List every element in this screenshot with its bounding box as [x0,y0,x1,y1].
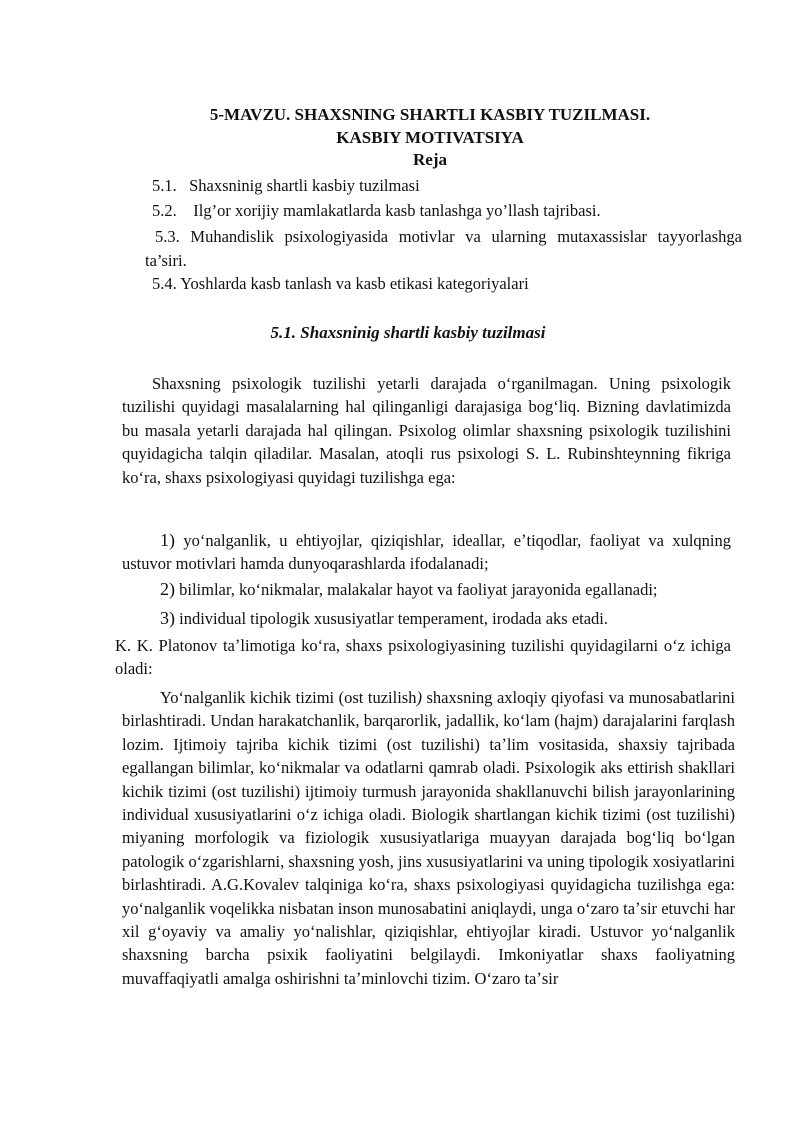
paragraph-intro: Shaxsning psixologik tuzilishi yetarli darajada oʻrganilmagan. Uning psixologik tuzilishi quyidagi masalalarning hal qilinganligi darajasiga bogʻliq. Bizning davlatimizda bu masala yetarli darajada hal qilingan. Psixolog olimlar shaxsning psixologik tuzilishini quyidagicha talqin qiladilar. Masalan, atoqli rus psixologi S. L. Rubinshteynning fikriga koʻra, shaxs psixologiyasi quyidagi tuzilishga ega: [122,374,731,487]
list-item-2-number: 2) [160,579,175,599]
list-item-1 [122,529,731,575]
plan-item-4: 5.4. Yoshlarda kasb tanlash va kasb etikasi kategoriyalari [152,274,529,293]
paragraph-main-italic-paren: ) [416,688,422,707]
list-item-1-number: 1) [160,530,175,550]
list-item-3 [160,607,735,630]
topic-title-line2: KASBIY MOTIVATSIYA [336,128,524,147]
plan-item-3-text: 5.3. Muhandislik psixologiyasida motivlar va ularning mutaxassislar tayyorlashga ta’siri. [145,227,742,270]
paragraph-main-start: Yoʻnalganlik kichik tizimi (ost tuzilish [160,688,417,707]
list-item-1-text: yoʻnalganlik, u ehtiyojlar, qiziqishlar, ideallar, eʼtiqodlar, faoliyat va xulqning ustuvor motivlari hamda dunyoqarashlarda ifodalanadi; [122,531,732,573]
topic-title-line1: 5-MAVZU. SHAXSNING SHARTLI KASBIY TUZILMASI. [209,105,651,124]
paragraph-main-rest: shaxsning axloqiy qiyofasi va munosabatlarini birlashtiradi. Undan harakatchanlik, barqarorlik, jadallik, koʻlam (hajm) darajalarini farqlash lozim. Ijtimoiy tajriba kichik tizimi (ost tuzilishi) taʼlim vositasida, shaxsiy tajribada egallangan bilimlar, koʻnikmalar va odatlarni qamrab oladi. Psixologik aks ettirish shakllari kichik tizimi (ost tuzilishi) ijtimoiy turmush jarayonida shakllanuvchi bilish jarayonlarining individual xususiyatlarini oʻz ichiga oladi. Biologik shartlangan kichik tizimi (ost tuzilishi) miyaning morfologik va fiziologik xususiyatlariga muayyan darajada bogʻliq boʻlgan patologik oʻzgarishlarni, shaxsning yosh, jins xususiyatlarini va uning tipologik xosiyatlarini birlashtiradi. A.G.Kovalev talqiniga koʻra, shaxs psixologiyasi quyidagicha tuzilishga ega: yoʻnalganlik voqelikka nisbatan inson munosabatini aniqlaydi, unga oʻzaro taʼsir etuvchi har xil gʻoyaviy va amaliy yoʻnalishlar, qiziqishlar, ehtiyojlar kiradi. Ustuvor yoʻnalganlik shaxsning barcha psixik faoliyatini belgilaydi. Imkoniyatlar shaxs faoliyatning muvaffaqiyatli amalga oshirishni taʼminlovchi tizim. Oʻzaro taʼsir [122,688,736,988]
plan-item-3 [145,225,742,273]
plan-item-1: 5.1. Shaxsninig shartli kasbiy tuzilmasi [152,176,420,195]
section-title: 5.1. Shaxsninig shartli kasbiy tuzilmasi [270,323,546,342]
plan-item-2: 5.2. Ilg’or xorijiy mamlakatlarda kasb tanlashga yo’llash tajribasi. [152,201,601,220]
list-item-3-number: 3) [160,608,175,628]
plan-heading: Reja [413,150,447,169]
list-item-2-text: bilimlar, koʻnikmalar, malakalar hayot va faoliyat jarayonida egallanadi; [179,580,658,599]
paragraph-main [122,686,735,990]
list-item-3-text: individual tipologik xususiyatlar temperament, irodada aks etadi. [179,609,609,628]
paragraph-platonov: K. K. Platonov taʼlimotiga koʻra, shaxs psixologiyasining tuzilishi quyidagilarni oʻz ichiga oladi: [115,636,731,679]
list-item-2 [160,578,735,601]
